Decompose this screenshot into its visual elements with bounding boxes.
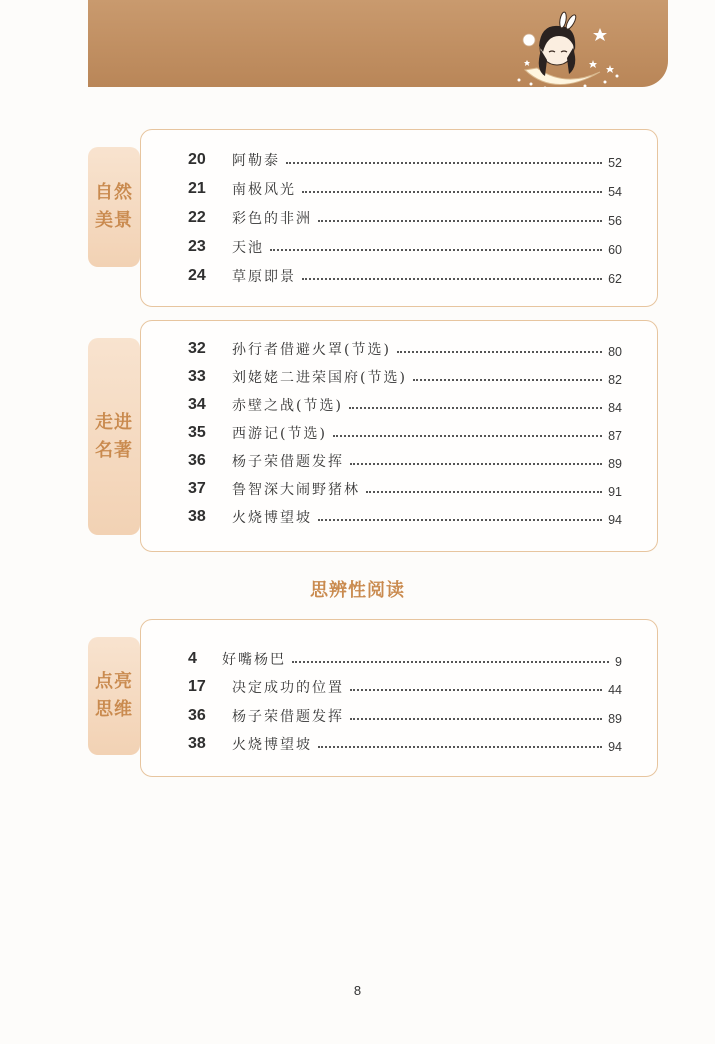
entry-title: 西游记(节选) xyxy=(232,426,327,442)
toc-entry[interactable] xyxy=(188,647,622,671)
tab-line-2: 美景 xyxy=(95,210,133,231)
entry-number: 23 xyxy=(188,238,206,255)
entry-number: 35 xyxy=(188,424,206,441)
entry-number: 34 xyxy=(188,396,206,413)
dot-leader xyxy=(366,491,602,493)
toc-entry[interactable] xyxy=(188,337,622,361)
section-heading: 思辨性阅读 xyxy=(310,580,405,601)
entry-number: 36 xyxy=(188,452,206,469)
entry-page: 87 xyxy=(608,429,622,443)
entry-page: 60 xyxy=(608,243,622,257)
section-tab xyxy=(88,147,140,267)
toc-entry[interactable] xyxy=(188,477,622,501)
entry-number: 38 xyxy=(188,735,206,752)
entry-page: 94 xyxy=(608,513,622,527)
toc-entry[interactable] xyxy=(188,421,622,445)
toc-entry[interactable] xyxy=(188,449,622,473)
entry-title: 火烧博望坡 xyxy=(232,510,312,526)
entry-title: 孙行者借避火罩(节选) xyxy=(232,342,391,358)
dot-leader xyxy=(318,746,602,748)
entry-page: 94 xyxy=(608,740,622,754)
entry-number: 4 xyxy=(188,650,197,667)
entry-number: 37 xyxy=(188,480,206,497)
entry-title: 天池 xyxy=(232,240,264,256)
toc-entry[interactable] xyxy=(188,732,622,756)
tab-line-2: 名著 xyxy=(95,439,133,461)
dot-leader xyxy=(302,191,602,193)
toc-entry[interactable] xyxy=(188,505,622,529)
entry-number: 38 xyxy=(188,508,206,525)
entry-title: 火烧博望坡 xyxy=(232,737,312,753)
dot-leader xyxy=(397,351,602,353)
section-tab xyxy=(88,338,140,535)
dot-leader xyxy=(318,519,602,521)
entry-page: 52 xyxy=(608,156,622,170)
entry-number: 20 xyxy=(188,151,206,168)
entry-number: 32 xyxy=(188,340,206,357)
entry-title: 赤壁之战(节选) xyxy=(232,398,343,414)
toc-entry[interactable] xyxy=(188,365,622,389)
toc-entry[interactable] xyxy=(188,235,622,259)
entry-page: 82 xyxy=(608,373,622,387)
entry-page: 44 xyxy=(608,683,622,697)
entry-page: 9 xyxy=(615,655,622,669)
section-tab xyxy=(88,637,140,755)
entry-title: 杨子荣借题发挥 xyxy=(232,709,344,725)
entry-page: 89 xyxy=(608,712,622,726)
toc-section-thinking xyxy=(88,619,658,777)
toc-entry[interactable] xyxy=(188,393,622,417)
entry-number: 22 xyxy=(188,209,206,226)
toc-entry[interactable] xyxy=(188,675,622,699)
entry-title: 阿勒泰 xyxy=(232,153,280,169)
entry-title: 彩色的非洲 xyxy=(232,211,312,227)
entry-title: 刘姥姥二进荣国府(节选) xyxy=(232,370,407,386)
entry-page: 56 xyxy=(608,214,622,228)
entry-number: 33 xyxy=(188,368,206,385)
dot-leader xyxy=(292,661,609,663)
entry-title: 草原即景 xyxy=(232,269,296,285)
dot-leader xyxy=(413,379,602,381)
entry-number: 24 xyxy=(188,267,206,284)
toc-entry[interactable] xyxy=(188,704,622,728)
dot-leader xyxy=(350,689,602,691)
entry-number: 36 xyxy=(188,707,206,724)
entry-title: 南极风光 xyxy=(232,182,296,198)
entry-title: 决定成功的位置 xyxy=(232,680,344,696)
page-number: 8 xyxy=(353,983,362,998)
dot-leader xyxy=(349,407,602,409)
toc-entry[interactable] xyxy=(188,148,622,172)
dot-leader xyxy=(286,162,602,164)
entry-page: 91 xyxy=(608,485,622,499)
entry-page: 62 xyxy=(608,272,622,286)
entry-title: 好嘴杨巴 xyxy=(222,652,286,668)
dot-leader xyxy=(350,718,602,720)
entry-title: 杨子荣借题发挥 xyxy=(232,454,344,470)
dot-leader xyxy=(333,435,602,437)
toc-entry[interactable] xyxy=(188,206,622,230)
entry-page: 89 xyxy=(608,457,622,471)
dot-leader xyxy=(270,249,602,251)
dot-leader xyxy=(318,220,602,222)
entry-number: 21 xyxy=(188,180,206,197)
entry-title: 鲁智深大闹野猪林 xyxy=(232,482,360,498)
entry-page: 84 xyxy=(608,401,622,415)
tab-line-1: 自然 xyxy=(95,182,133,203)
toc-entry[interactable] xyxy=(188,177,622,201)
toc-entry[interactable] xyxy=(188,264,622,288)
mascot-girl-on-moon-illustration xyxy=(505,10,625,92)
toc-section-classics xyxy=(88,320,658,552)
entry-page: 54 xyxy=(608,185,622,199)
entry-page: 80 xyxy=(608,345,622,359)
entry-number: 17 xyxy=(188,678,206,695)
tab-line-1: 点亮 xyxy=(95,671,133,692)
dot-leader xyxy=(302,278,602,280)
tab-line-2: 思维 xyxy=(95,699,133,720)
dot-leader xyxy=(350,463,602,465)
tab-line-1: 走进 xyxy=(95,411,133,433)
toc-section-nature xyxy=(88,129,658,307)
